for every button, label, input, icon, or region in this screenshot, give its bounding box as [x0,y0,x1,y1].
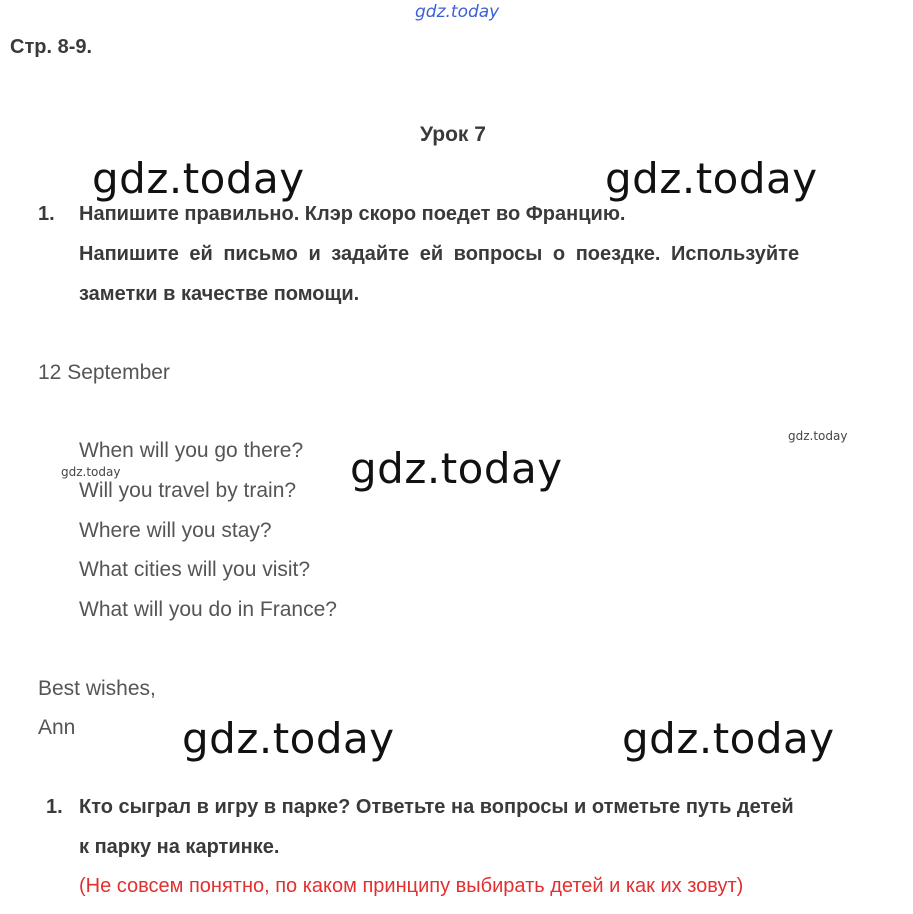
task-note: (Не совсем понятно, по каком принципу выбирать детей и как их зовут) [79,875,744,897]
watermark: gdz.today [622,714,835,763]
letter-date: 12 September [38,361,170,384]
task-number: 1. [38,203,55,225]
task-number: 1. [46,796,63,818]
letter-question: When will you go there? [79,439,304,462]
letter-signature: Ann [38,716,76,739]
lesson-title: Урок 7 [420,123,486,146]
letter-question: What cities will you visit? [79,558,311,581]
watermark: gdz.today [350,444,563,493]
letter-question: What will you do in France? [79,598,337,621]
watermark-small: gdz.today [788,429,848,443]
watermark: gdz.today [182,714,395,763]
letter-closing: Best wishes, [38,677,156,700]
letter-question: Where will you stay? [79,519,272,542]
task-text-line: Напишите ей письмо и задайте ей вопросы о поездке. Используйте [79,243,800,265]
task-text-line: к парку на картинке. [79,836,280,858]
task-text-line: Кто сыграл в игру в парке? Ответьте на вопросы и отметьте путь детей [79,796,794,818]
task-text-line: Напишите правильно. Клэр скоро поедет во Францию. [79,203,626,225]
page-reference: Стр. 8-9. [10,36,93,58]
watermark-small: gdz.today [61,465,121,479]
watermark: gdz.today [605,154,818,203]
watermark-top: gdz.today [415,2,500,22]
letter-question: Will you travel by train? [79,479,297,502]
watermark: gdz.today [92,154,305,203]
task-text-line: заметки в качестве помощи. [79,283,360,305]
